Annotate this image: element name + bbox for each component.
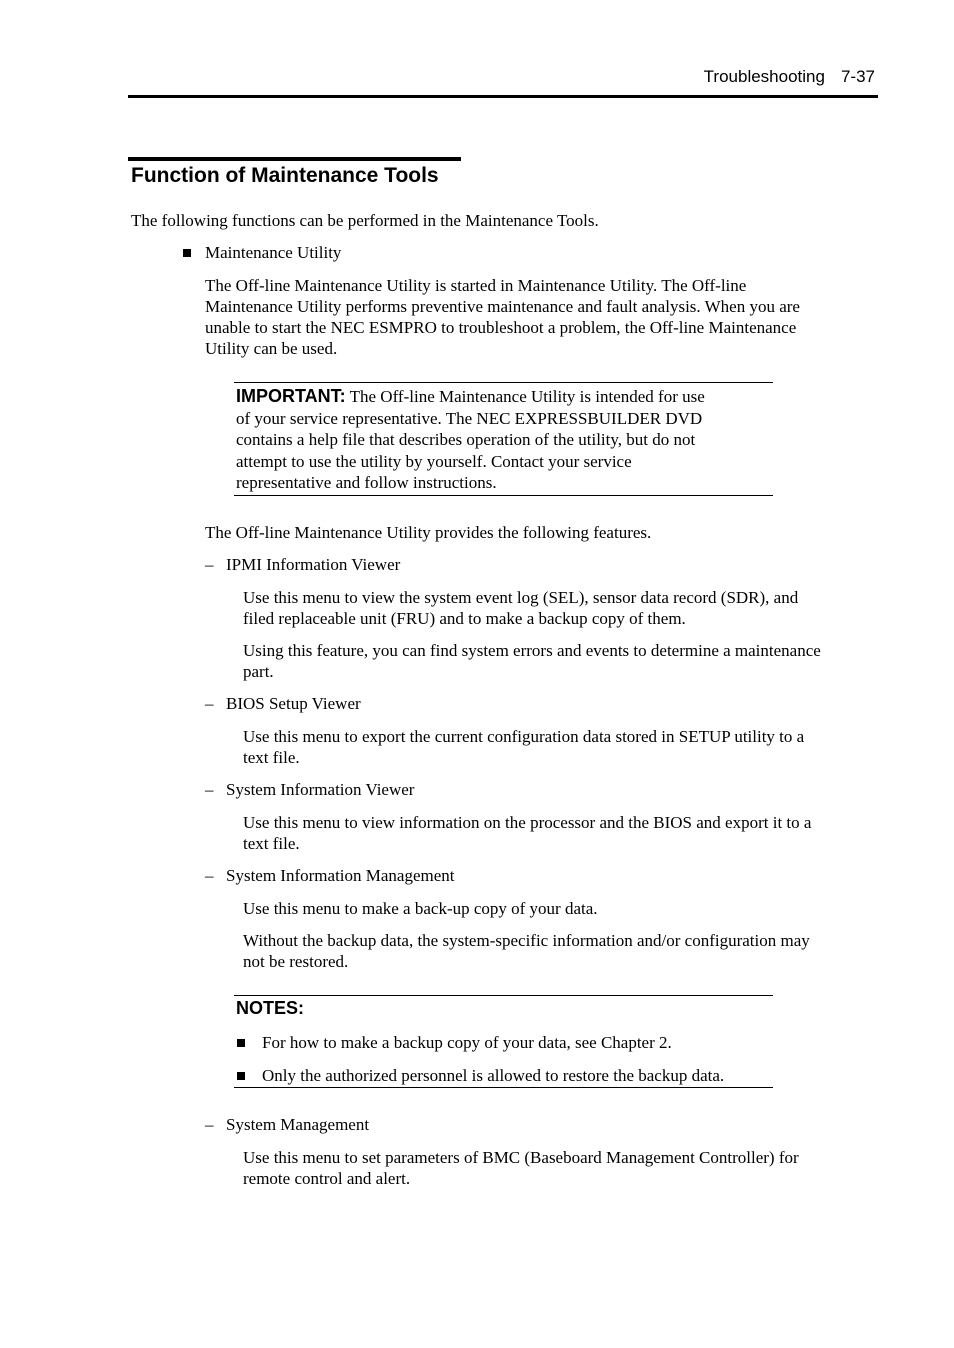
feature-item-system-management [205, 1114, 369, 1135]
square-bullet-icon [237, 1072, 245, 1080]
text-line: Use this menu to make a back-up copy of your data. [243, 899, 598, 918]
text-line: of your service representative. The NEC EXPRESSBUILDER DVD [236, 408, 703, 428]
note-item: For how to make a backup copy of your data, see Chapter 2. [262, 1033, 672, 1052]
text-line: Use this menu to view information on the processor and the BIOS and export it to a [243, 813, 812, 832]
feature-item-system-information-viewer [205, 779, 414, 800]
feature-description [243, 812, 811, 854]
feature-name: IPMI Information Viewer [226, 555, 401, 574]
text-line: remote control and alert. [243, 1169, 411, 1188]
text-line: Without the backup data, the system-specific information and/or configuration may [243, 931, 810, 950]
maintenance-utility-label: Maintenance Utility [205, 243, 342, 262]
dash-bullet: – [205, 780, 214, 799]
text-line: Use this menu to view the system event log (SEL), sensor data record (SDR), and [243, 588, 799, 607]
feature-name: BIOS Setup Viewer [226, 694, 361, 713]
text-line: not be restored. [243, 952, 349, 971]
notes-label: NOTES: [236, 998, 305, 1018]
running-header [704, 66, 875, 88]
feature-description [243, 640, 821, 682]
text-line: attempt to use the utility by yourself. Contact your service [236, 451, 632, 471]
text-line: part. [243, 662, 274, 681]
feature-name: System Information Viewer [226, 780, 415, 799]
important-box [236, 386, 705, 494]
text-line: The Off-line Maintenance Utility is intended for use [349, 387, 705, 406]
feature-item-bios [205, 693, 361, 714]
header-rule [128, 95, 878, 98]
text-line: filed replaceable unit (FRU) and to make a backup copy of them. [243, 609, 686, 628]
feature-item-system-information-management [205, 865, 455, 886]
text-line: The Off-line Maintenance Utility is started in Maintenance Utility. The Off-line [205, 276, 747, 295]
dash-bullet: – [205, 694, 214, 713]
text-line: unable to start the NEC ESMPRO to troubleshoot a problem, the Off-line Maintenance [205, 318, 797, 337]
text-line: Utility can be used. [205, 339, 338, 358]
important-bottom-rule [234, 495, 773, 496]
text-line: representative and follow instructions. [236, 473, 497, 492]
notes-bottom-rule [234, 1087, 773, 1088]
text-line: text file. [243, 748, 300, 767]
feature-description [243, 726, 804, 768]
feature-description [243, 587, 798, 629]
notes-top-rule [234, 995, 773, 996]
page-number: 7-37 [840, 67, 875, 86]
square-bullet-icon [183, 249, 191, 257]
header-section: Troubleshooting [703, 67, 825, 86]
feature-description [243, 930, 810, 972]
dash-bullet: – [205, 1115, 214, 1134]
maintenance-utility-description [205, 275, 800, 359]
dash-bullet: – [205, 866, 214, 885]
intro-paragraph: The following functions can be performed in the Maintenance Tools. [131, 211, 599, 230]
feature-name: System Information Management [226, 866, 455, 885]
text-line: contains a help file that describes operation of the utility, but do not [236, 430, 696, 449]
feature-name: System Management [226, 1115, 370, 1134]
text-line: Use this menu to set parameters of BMC (Baseboard Management Controller) for [243, 1148, 799, 1167]
feature-item-ipmi [205, 554, 400, 575]
square-bullet-icon [237, 1039, 245, 1047]
feature-description [243, 898, 598, 919]
features-intro: The Off-line Maintenance Utility provides the following features. [205, 523, 652, 542]
feature-description [243, 1147, 799, 1189]
text-line: Using this feature, you can find system errors and events to determine a maintenance [243, 641, 821, 660]
important-label: IMPORTANT: [236, 386, 346, 406]
section-title: Function of Maintenance Tools [131, 164, 439, 187]
text-line: Use this menu to export the current configuration data stored in SETUP utility to a [243, 727, 805, 746]
text-line: text file. [243, 834, 300, 853]
section-title-bar [128, 157, 461, 161]
note-item: Only the authorized personnel is allowed to restore the backup data. [262, 1066, 725, 1085]
dash-bullet: – [205, 555, 214, 574]
important-top-rule [234, 382, 773, 383]
text-line: Maintenance Utility performs preventive maintenance and fault analysis. When you are [205, 297, 800, 316]
